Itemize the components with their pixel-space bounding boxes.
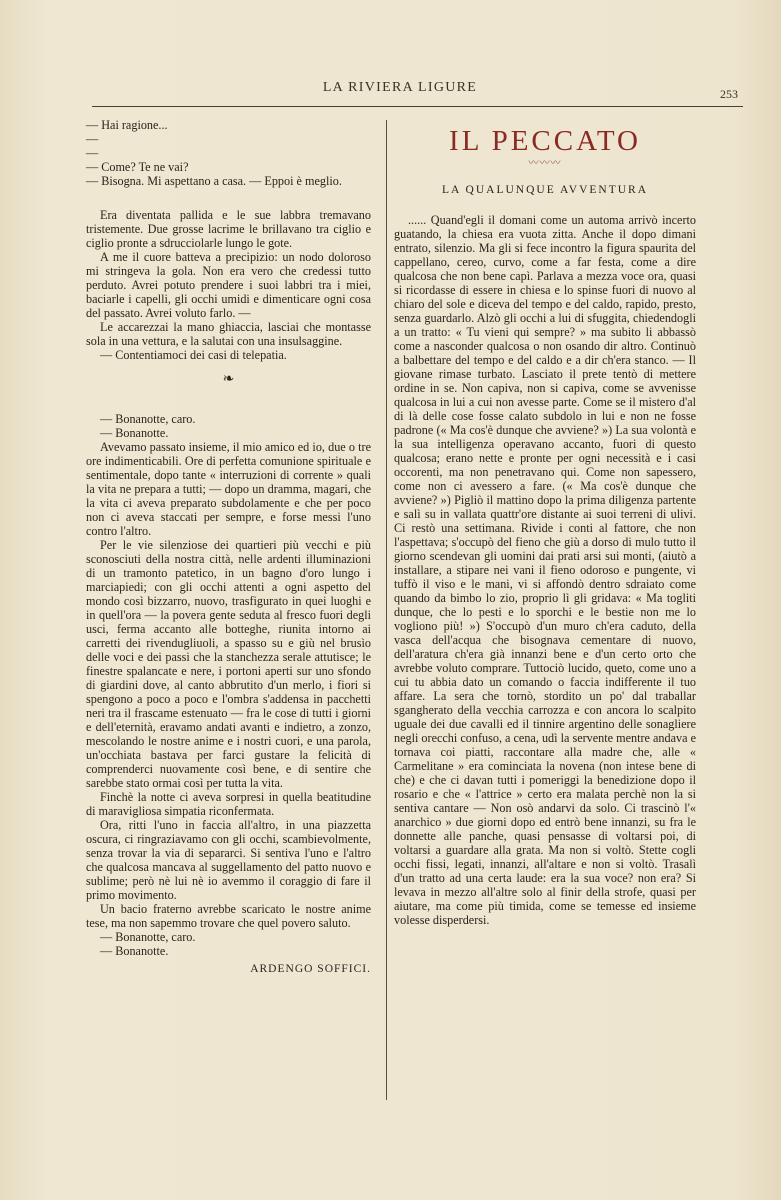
title-ornament-icon: 〰〰〰 [528,158,562,169]
running-header [58,80,742,102]
article-subtitle: LA QUALUNQUE AVVENTURA [441,184,649,196]
dialogue-line: — Bonanotte. [100,426,169,440]
dialogue-line: — Bisogna. Mi aspettano a casa. — Eppoi è meglio. [86,174,342,188]
left-column [86,118,371,976]
dialogue-line: — [86,132,99,146]
paragraph: Un bacio fraterno avrebbe scaricato le nostre anime tese, ma non sapemmo trovare che quel povero saluto. [86,902,371,930]
paragraph: ...... Quand'egli il domani come un automa arrivò incerto guatando, la chiesa era vuota zitta. Anche il dopo dimani entrato, silenzio. Ma gli si fece incontro la figura spaurita del cappellano, cereo, curvo, come a far festa, come a dire qualcosa che non bene capì. Parlava a mezza voce ora, quasi si ricordasse di essere in chiesa e lo spinse fuori di nuovo al chiaro del sole e diceva del tempo e del caldo, rapido, presto, senza guardarlo. Alzò gli occhi a lui di sfuggita, chiedendogli a un tratto: « Tu vieni qui sempre? » ma subito li abbassò come a nasconder qualcosa o non osando dir altro. Continuò a balbettare del tempo e del caldo e a dir ch'era stanco. — Il giovane rimase turbato. Lasciato il prete tentò di mettere ordine in se. Non capiva, non si capiva, come se avvenisse qualcosa in lui a cui non avesse parte. Come se il mistero d'al di là delle cose fosse calato subdolo in lui e non ne fosse padrone (« Ma cos'è dunque che avviene? ») La sua volontà e la sua intelligenza operavano accanto, fuori di questo qualcosa; erano nette e pronte per ogni necessità e i casi occorenti, ma non penetravano qui. Come non sapessero, come non ci avessero a fare. (« Ma cos'è dunque che avviene? ») Pigliò il mattino dopo la prima diligenza partente e salì su in vallata quattr'ore distante ai suoi terreni di ulivi. Ci restò una settimana. Rivide i conti al fattore, che non l'aspettava; s'occupò del fieno che giù a dorso di mulo tutto il giorno scendevan gli uomini dai prati arsi sui monti, (aiutò a installare, a stipare nei vani il fieno odoroso e pungente, vi tuffò il viso e le mani, vi si affondò dentro sdraiato come quando da bimbo lo zio, proprio lì gli gridava: « Ma togliti dunque, che lo pesti e lo sporchi e le bestie non me lo vogliono più! ») S'occupò d'un muro ch'era caduto, della vasca dell'acqua che bisognava cementare di nuovo, dell'aratura ch'era già innanzi bene e d'un certo orto che avrebbe voluto comprare. Tuttociò lucido, queto, come uno a cui tu abbia dato un comando o faccia indifferente il tuo affare. La sera che tornò, stordito un po' dal traballar sgangherato della vecchia carrozza e con ancora lo scalpito uguale dei due cavalli ed il tinnire argentino delle sonagliere negli orecchi confuso, a cena, udì la servente mentre andava e tornava coi piatti, raccontare alla madre che, alle « Carmelitane » era cominciata la novena (non intese bene di che) e che ci davan tutti i pomeriggi la benedizione dopo il rosario e che « l'attrice » certo era malata perchè non la si sentiva cantare — Non osò andarvi da solo. Ci trascinò l'« anarchico » due giorni dopo ed entrò bene innanzi, su fra le donnette alle panche, quasi pensasse di voltarsi poi, di voltarsi a guardare alla grata. Ma non si voltò. Stette cogli occhi fissi, legati, innanzi, all'altare e non si voltò. Trasalì d'un tratto ad una certa laude: era la sua voce? non era? Si levava in mezzo all'altre solo al finir della strofe, quasi per aiutare, ma come più timida, come se temesse ed insieme volesse disperdersi. [394,213,696,927]
dialogue-line: — Bonanotte, caro. [100,412,196,426]
paragraph: A me il cuore batteva a precipizio: un nodo doloroso mi stringeva la gola. Non era vero che credessi tutto perduto. Avrei potuto prendere i suoi labbri tra i miei, baciarle i capelli, gli occhi umidi e dimenticare ogni cosa del passato. Avrei voluto farlo. — [86,250,371,320]
paragraph: — Contentiamoci dei casi di telepatia. [100,348,287,362]
column-divider [386,120,387,1100]
page-number: 253 [720,87,738,101]
paragraph: Avevamo passato insieme, il mio amico ed io, due o tre ore indimenticabili. Ore di perfetta comunione spirituale e sentimentale, dopo tante « interruzioni di corrente » quali la vita ne prepara a tutti; — dopo un dramma, magari, che la vita ci aveva preparato subdolamente e che per poco non ci aveva staccati per sempre, e forse messi l'uno contro l'altro. [86,440,371,538]
section-ornament-icon: ❧ [222,372,235,387]
dialogue-line: — Hai ragione... [86,118,168,132]
spacer [86,400,371,412]
dialogue-line: — [86,146,99,160]
paragraph: Le accarezzai la mano ghiaccia, lasciai che montasse sola in una vettura, e la salutai con una insulsaggine. [86,320,371,348]
dialogue-line: — Bonanotte. [100,944,169,958]
paragraph: Era diventata pallida e le sue labbra tremavano tristemente. Due grosse lacrime le brillavano tra ciglio e ciglio pronte a sdrucciolarle lungo le gote. [86,208,371,250]
spacer [86,188,371,208]
article-title: IL PECCATO [449,125,641,157]
author-signature: ARDENGO SOFFICI. [250,963,371,975]
dialogue-line: — Bonanotte, caro. [100,930,196,944]
right-column [394,117,696,927]
dialogue-line: — Come? Te ne vai? [86,160,189,174]
journal-title: LA RIVIERA LIGURE [322,80,478,95]
paragraph: Finchè la notte ci aveva sorpresi in quella beatitudine di maravigliosa simpatia riconfermata. [86,790,371,818]
paragraph: Per le vie silenziose dei quartieri più vecchi e più sconosciuti della nostra città, nelle ardenti illuminazioni di un tramonto patetico, in un bagno d'oro lungo i marciapiedi; con gli occhi attenti a ogni aspetto del mondo così bizzarro, nuovo, trasfigurato in quei luoghi e in quell'ora — la povera gente seduta al fresco fuori degli usci, ferma accanto alle botteghe, riunita intorno ai carretti dei rivendugliuoli, a spasso su e giù nel brusìo delle voci e dei passi che la stanchezza serale attutisce; le finestre spalancate e nere, i portoni aperti sur uno sfondo di giardini dove, al canto abbrutito d'un merlo, i fiori si spengono a poco a poco e l'ombra s'addensa in pacchetti neri tra il frascame estenuato — fra le cose di tutti i giorni e dell'eternità, eravamo andati avanti e indietro, a zonzo, mescolando le nostre anime e i nostri cuori, e una parola, un'occhiata bastava per farci gustare la felicità di comprenderci nuovamente così bene, e di sentire che sarebbe stato ormai così per tutta la vita. [86,538,371,790]
header-rule [92,106,743,107]
paragraph: Ora, ritti l'uno in faccia all'altro, in una piazzetta oscura, ci ringraziavamo con gli occhi, scambievolmente, senza trovar la via di separarci. Si sentiva l'uno e l'altro che qualcosa mancava al suggellamento del patto nuovo e sublime; però nè lui nè io avemmo il coraggio di fare il primo movimento. [86,818,371,902]
